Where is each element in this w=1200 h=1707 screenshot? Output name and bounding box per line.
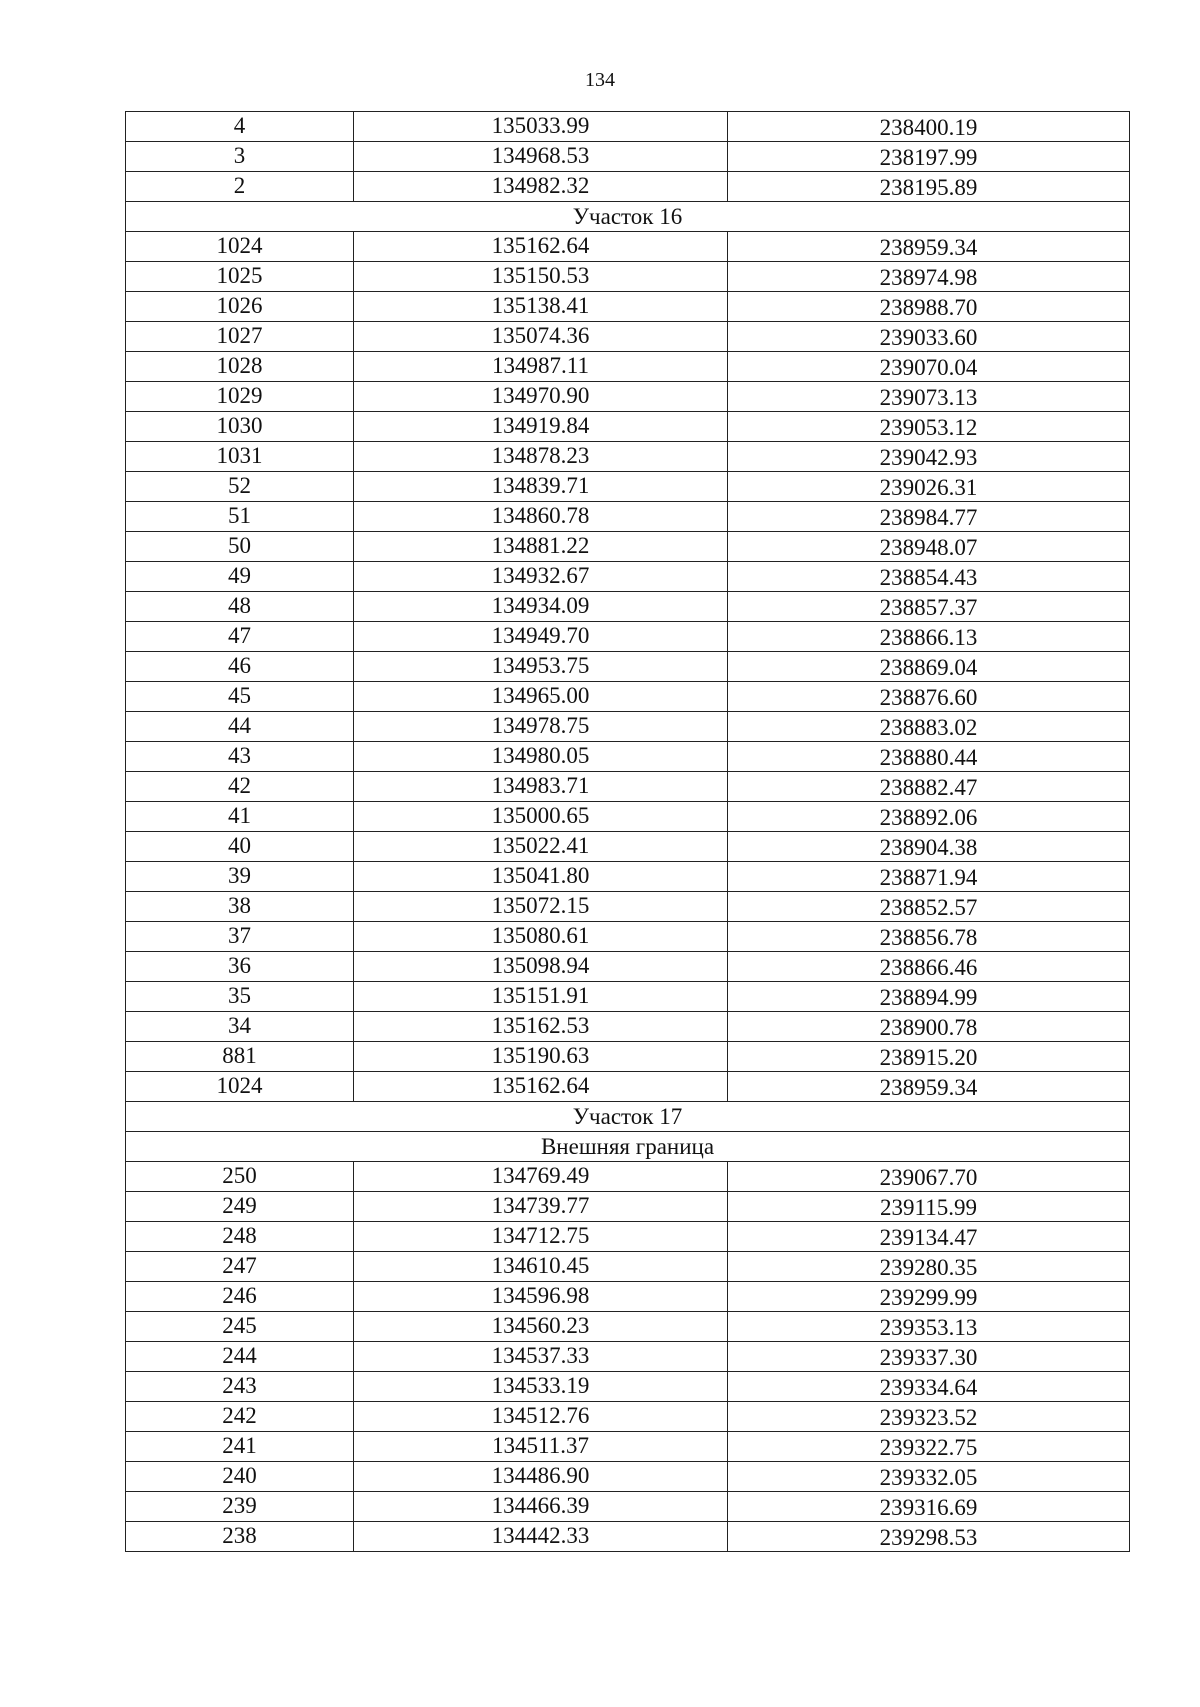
- x-coordinate-cell: 135033.99: [354, 112, 728, 142]
- y-coordinate-cell: 239332.05: [728, 1462, 1130, 1492]
- point-number-cell: 1029: [126, 382, 354, 412]
- point-number-cell: 47: [126, 622, 354, 652]
- x-coordinate-cell: 135150.53: [354, 262, 728, 292]
- table-row: [126, 862, 1130, 892]
- x-coordinate-cell: 134949.70: [354, 622, 728, 652]
- point-number-cell: 44: [126, 712, 354, 742]
- table-row: [126, 1402, 1130, 1432]
- y-coordinate-cell: 238915.20: [728, 1042, 1130, 1072]
- x-coordinate-cell: 134983.71: [354, 772, 728, 802]
- x-coordinate-cell: 134919.84: [354, 412, 728, 442]
- x-coordinate-cell: 135138.41: [354, 292, 728, 322]
- section-title: Внешняя граница: [126, 1132, 1130, 1162]
- y-coordinate-cell: 239067.70: [728, 1162, 1130, 1192]
- y-coordinate-cell: 239042.93: [728, 442, 1130, 472]
- point-number-cell: 4: [126, 112, 354, 142]
- x-coordinate-cell: 134987.11: [354, 352, 728, 382]
- table-row: [126, 262, 1130, 292]
- y-coordinate-cell: 238854.43: [728, 562, 1130, 592]
- table-row: [126, 232, 1130, 262]
- table-row: [126, 1222, 1130, 1252]
- y-coordinate-cell: 238883.02: [728, 712, 1130, 742]
- table-row: [126, 1522, 1130, 1552]
- x-coordinate-cell: 135162.53: [354, 1012, 728, 1042]
- point-number-cell: 1026: [126, 292, 354, 322]
- point-number-cell: 1030: [126, 412, 354, 442]
- x-coordinate-cell: 134934.09: [354, 592, 728, 622]
- table-row: [126, 682, 1130, 712]
- point-number-cell: 243: [126, 1372, 354, 1402]
- y-coordinate-cell: 239115.99: [728, 1192, 1130, 1222]
- x-coordinate-cell: 134968.53: [354, 142, 728, 172]
- point-number-cell: 1028: [126, 352, 354, 382]
- table-row: [126, 712, 1130, 742]
- y-coordinate-cell: 238880.44: [728, 742, 1130, 772]
- table-row: [126, 112, 1130, 142]
- x-coordinate-cell: 134712.75: [354, 1222, 728, 1252]
- y-coordinate-cell: 238871.94: [728, 862, 1130, 892]
- table-row: [126, 532, 1130, 562]
- point-number-cell: 52: [126, 472, 354, 502]
- y-coordinate-cell: 238852.57: [728, 892, 1130, 922]
- table-row: [126, 382, 1130, 412]
- y-coordinate-cell: 238984.77: [728, 502, 1130, 532]
- section-header-row: [126, 1132, 1130, 1162]
- x-coordinate-cell: 134486.90: [354, 1462, 728, 1492]
- table-row: [126, 772, 1130, 802]
- point-number-cell: 3: [126, 142, 354, 172]
- y-coordinate-cell: 238856.78: [728, 922, 1130, 952]
- point-number-cell: 881: [126, 1042, 354, 1072]
- table-row: [126, 352, 1130, 382]
- x-coordinate-cell: 135162.64: [354, 1072, 728, 1102]
- point-number-cell: 38: [126, 892, 354, 922]
- coordinates-table-body: [126, 112, 1130, 1552]
- x-coordinate-cell: 134860.78: [354, 502, 728, 532]
- point-number-cell: 1024: [126, 232, 354, 262]
- table-row: [126, 1192, 1130, 1222]
- x-coordinate-cell: 135000.65: [354, 802, 728, 832]
- x-coordinate-cell: 134560.23: [354, 1312, 728, 1342]
- x-coordinate-cell: 134932.67: [354, 562, 728, 592]
- point-number-cell: 242: [126, 1402, 354, 1432]
- table-row: [126, 172, 1130, 202]
- table-row: [126, 442, 1130, 472]
- y-coordinate-cell: 238866.13: [728, 622, 1130, 652]
- x-coordinate-cell: 134512.76: [354, 1402, 728, 1432]
- y-coordinate-cell: 239026.31: [728, 472, 1130, 502]
- y-coordinate-cell: 239134.47: [728, 1222, 1130, 1252]
- x-coordinate-cell: 134533.19: [354, 1372, 728, 1402]
- table-row: [126, 1042, 1130, 1072]
- table-row: [126, 1312, 1130, 1342]
- table-row: [126, 472, 1130, 502]
- table-row: [126, 982, 1130, 1012]
- x-coordinate-cell: 134953.75: [354, 652, 728, 682]
- point-number-cell: 2: [126, 172, 354, 202]
- y-coordinate-cell: 238900.78: [728, 1012, 1130, 1042]
- y-coordinate-cell: 238882.47: [728, 772, 1130, 802]
- x-coordinate-cell: 134978.75: [354, 712, 728, 742]
- point-number-cell: 1025: [126, 262, 354, 292]
- x-coordinate-cell: 134739.77: [354, 1192, 728, 1222]
- y-coordinate-cell: 239033.60: [728, 322, 1130, 352]
- table-row: [126, 802, 1130, 832]
- point-number-cell: 43: [126, 742, 354, 772]
- x-coordinate-cell: 134769.49: [354, 1162, 728, 1192]
- x-coordinate-cell: 134466.39: [354, 1492, 728, 1522]
- x-coordinate-cell: 135098.94: [354, 952, 728, 982]
- point-number-cell: 42: [126, 772, 354, 802]
- y-coordinate-cell: 238866.46: [728, 952, 1130, 982]
- point-number-cell: 1027: [126, 322, 354, 352]
- y-coordinate-cell: 238894.99: [728, 982, 1130, 1012]
- table-row: [126, 1492, 1130, 1522]
- y-coordinate-cell: 239280.35: [728, 1252, 1130, 1282]
- table-row: [126, 1282, 1130, 1312]
- y-coordinate-cell: 238959.34: [728, 232, 1130, 262]
- y-coordinate-cell: 239053.12: [728, 412, 1130, 442]
- point-number-cell: 239: [126, 1492, 354, 1522]
- x-coordinate-cell: 134982.32: [354, 172, 728, 202]
- table-row: [126, 502, 1130, 532]
- table-row: [126, 952, 1130, 982]
- section-header-row: [126, 1102, 1130, 1132]
- point-number-cell: 241: [126, 1432, 354, 1462]
- y-coordinate-cell: 239073.13: [728, 382, 1130, 412]
- x-coordinate-cell: 135072.15: [354, 892, 728, 922]
- x-coordinate-cell: 135190.63: [354, 1042, 728, 1072]
- point-number-cell: 37: [126, 922, 354, 952]
- y-coordinate-cell: 238892.06: [728, 802, 1130, 832]
- x-coordinate-cell: 135022.41: [354, 832, 728, 862]
- point-number-cell: 51: [126, 502, 354, 532]
- x-coordinate-cell: 135074.36: [354, 322, 728, 352]
- y-coordinate-cell: 238948.07: [728, 532, 1130, 562]
- point-number-cell: 35: [126, 982, 354, 1012]
- point-number-cell: 41: [126, 802, 354, 832]
- page-number: 134: [585, 69, 615, 91]
- table-row: [126, 742, 1130, 772]
- y-coordinate-cell: 239316.69: [728, 1492, 1130, 1522]
- x-coordinate-cell: 135162.64: [354, 232, 728, 262]
- x-coordinate-cell: 134596.98: [354, 1282, 728, 1312]
- x-coordinate-cell: 134610.45: [354, 1252, 728, 1282]
- point-number-cell: 1024: [126, 1072, 354, 1102]
- y-coordinate-cell: 238857.37: [728, 592, 1130, 622]
- y-coordinate-cell: 238974.98: [728, 262, 1130, 292]
- table-row: [126, 142, 1130, 172]
- y-coordinate-cell: 238869.04: [728, 652, 1130, 682]
- point-number-cell: 49: [126, 562, 354, 592]
- table-row: [126, 412, 1130, 442]
- point-number-cell: 50: [126, 532, 354, 562]
- x-coordinate-cell: 134980.05: [354, 742, 728, 772]
- point-number-cell: 40: [126, 832, 354, 862]
- y-coordinate-cell: 238988.70: [728, 292, 1130, 322]
- point-number-cell: 246: [126, 1282, 354, 1312]
- table-row: [126, 1462, 1130, 1492]
- point-number-cell: 248: [126, 1222, 354, 1252]
- y-coordinate-cell: 238959.34: [728, 1072, 1130, 1102]
- y-coordinate-cell: 239337.30: [728, 1342, 1130, 1372]
- table-row: [126, 1162, 1130, 1192]
- coordinates-table: [125, 111, 1130, 1552]
- table-row: [126, 292, 1130, 322]
- table-row: [126, 622, 1130, 652]
- table-row: [126, 1432, 1130, 1462]
- x-coordinate-cell: 134970.90: [354, 382, 728, 412]
- point-number-cell: 1031: [126, 442, 354, 472]
- x-coordinate-cell: 134965.00: [354, 682, 728, 712]
- y-coordinate-cell: 239298.53: [728, 1522, 1130, 1552]
- y-coordinate-cell: 238876.60: [728, 682, 1130, 712]
- x-coordinate-cell: 135080.61: [354, 922, 728, 952]
- table-row: [126, 562, 1130, 592]
- table-row: [126, 1342, 1130, 1372]
- table-row: [126, 1072, 1130, 1102]
- y-coordinate-cell: 239070.04: [728, 352, 1130, 382]
- x-coordinate-cell: 135041.80: [354, 862, 728, 892]
- point-number-cell: 48: [126, 592, 354, 622]
- point-number-cell: 245: [126, 1312, 354, 1342]
- x-coordinate-cell: 134878.23: [354, 442, 728, 472]
- y-coordinate-cell: 239299.99: [728, 1282, 1130, 1312]
- section-title: Участок 17: [126, 1102, 1130, 1132]
- y-coordinate-cell: 239334.64: [728, 1372, 1130, 1402]
- table-row: [126, 592, 1130, 622]
- point-number-cell: 45: [126, 682, 354, 712]
- x-coordinate-cell: 134442.33: [354, 1522, 728, 1552]
- section-header-row: [126, 202, 1130, 232]
- table-row: [126, 1012, 1130, 1042]
- y-coordinate-cell: 238400.19: [728, 112, 1130, 142]
- table-row: [126, 322, 1130, 352]
- x-coordinate-cell: 135151.91: [354, 982, 728, 1012]
- point-number-cell: 238: [126, 1522, 354, 1552]
- y-coordinate-cell: 239323.52: [728, 1402, 1130, 1432]
- table-row: [126, 922, 1130, 952]
- table-row: [126, 892, 1130, 922]
- point-number-cell: 36: [126, 952, 354, 982]
- point-number-cell: 250: [126, 1162, 354, 1192]
- point-number-cell: 46: [126, 652, 354, 682]
- point-number-cell: 34: [126, 1012, 354, 1042]
- table-row: [126, 1252, 1130, 1282]
- point-number-cell: 249: [126, 1192, 354, 1222]
- point-number-cell: 247: [126, 1252, 354, 1282]
- point-number-cell: 240: [126, 1462, 354, 1492]
- section-title: Участок 16: [126, 202, 1130, 232]
- x-coordinate-cell: 134537.33: [354, 1342, 728, 1372]
- y-coordinate-cell: 238904.38: [728, 832, 1130, 862]
- table-row: [126, 652, 1130, 682]
- y-coordinate-cell: 238197.99: [728, 142, 1130, 172]
- y-coordinate-cell: 239353.13: [728, 1312, 1130, 1342]
- x-coordinate-cell: 134881.22: [354, 532, 728, 562]
- table-row: [126, 832, 1130, 862]
- table-row: [126, 1372, 1130, 1402]
- y-coordinate-cell: 239322.75: [728, 1432, 1130, 1462]
- point-number-cell: 244: [126, 1342, 354, 1372]
- x-coordinate-cell: 134511.37: [354, 1432, 728, 1462]
- x-coordinate-cell: 134839.71: [354, 472, 728, 502]
- y-coordinate-cell: 238195.89: [728, 172, 1130, 202]
- point-number-cell: 39: [126, 862, 354, 892]
